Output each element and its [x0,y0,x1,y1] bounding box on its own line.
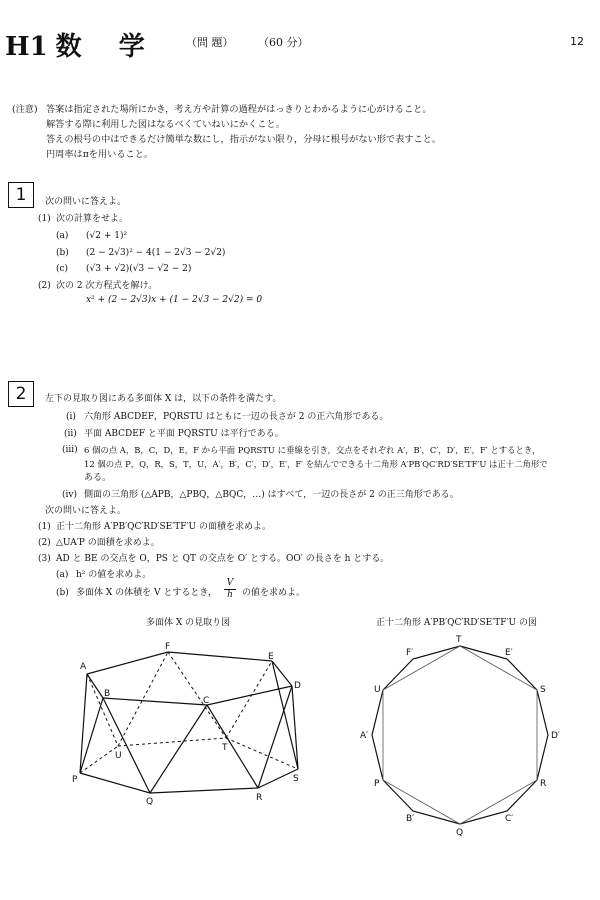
vertex-label-B: B [104,689,111,699]
q2-cond-i-label: (i) [66,412,76,422]
q2-part3-text: AD と BE の交点を O，PS と QT の交点を O′ とする。OO′ の長さを h とする。 [56,554,390,564]
q2-sub-b-fraction [224,578,236,601]
dodecagon-label-P: P [374,779,380,789]
dodecagon-label-S: S [540,685,546,695]
q2-cond-iii-line1: 6 個の点 A，B，C，D，E，F から平面 PQRSTU に垂線を引き，交点をそれぞれ A′，B′，C′，D′，E′，F′ とするとき， [84,445,541,455]
question-1-number: 1 [8,182,34,208]
edge-QR [150,788,258,793]
q1-equation: x² + (2 − 2√3)x + (1 − 2√3 − 2√2) = 0 [86,295,263,305]
vertex-label-C: C [203,696,210,706]
q2-sub-a-label: (a) [56,570,69,580]
q1-item-a-expr: (√2 + 1)² [86,231,128,241]
vertex-label-Q: Q [146,797,154,807]
dodecagon-label-T: T [456,635,462,645]
q2-part1-label: (1) [38,522,51,532]
vertex-label-R: R [256,793,263,803]
q1-item-b-label: (b) [56,248,69,258]
vertex-label-P: P [72,775,78,785]
q2-sub-b-text-post: の値を求めよ。 [242,588,306,598]
q2-cond-iii-line2: 12 個の点 P，Q，R，S，T，U，A′，B′，C′，D′，E′，F′ を結んでできる十二角形 A′PB′QC′RD′SE′TF′U は正十二角形で [84,459,548,469]
note-line-2: 解答する際に利用した図はなるべくていねいにかくこと。 [46,119,285,130]
q1-item-c-label: (c) [56,264,69,274]
q1-intro: 次の問いに答えよ。 [45,197,127,207]
q1-part2-label: (2) [38,281,51,291]
edge-BA [87,674,103,698]
q2-part3-label: (3) [38,554,51,564]
q2-cond-ii-label: (ii) [64,429,77,439]
edge-PB [80,698,103,773]
q2-sub-b-label: (b) [56,588,69,598]
dodecagon-label-B-prime: B′ [406,814,415,824]
vertex-label-D: D [294,681,301,691]
q2-intro: 左下の見取り図にある多面体 X は，以下の条件を満たす。 [45,394,282,404]
dodecagon-label-Q: Q [456,828,464,838]
dodecagon-label-U: U [374,685,381,695]
right-figure-caption: 正十二角形 A′PB′QC′RD′SE′TF′U の図 [376,618,537,628]
dodecagon-label-R: R [540,779,547,789]
dodecagon-label-D-prime: D′ [551,731,560,741]
left-figure-caption: 多面体 X の見取り図 [146,618,231,628]
vertex-label-E: E [268,652,274,662]
dodecagon-label-A-prime: A′ [360,731,369,741]
vertex-label-A: A [80,662,87,672]
note-line-3: 答えの根号の中はできるだけ簡単な数にし，指示がない限り，分母に根号がない形で表すこと。 [46,134,442,145]
polyhedron-sketch [0,630,320,820]
edge-QC [150,705,207,793]
q1-part1-text: 次の計算をせよ。 [56,214,129,224]
q1-item-b-expr: (2 − 2√3)² − 4(1 − 2√3 − 2√2) [86,248,226,258]
exam-subject: 数 学 [55,32,159,62]
edge-CB [103,696,210,706]
hidden-edge-FT [168,652,226,738]
q1-part1-label: (1) [38,214,51,224]
q2-sub-a-text: h² の値を求めよ。 [76,570,152,580]
edge-AF [87,652,168,674]
exam-kind: （問 題） [186,36,234,49]
q2-cond-iv-label: (iv) [62,490,77,500]
exam-code: H1 [5,32,48,62]
q1-item-a-label: (a) [56,231,69,241]
hidden-edge-PU [80,746,118,773]
edge-PQ [80,773,150,793]
dodecagon-label-C-prime: C′ [505,814,514,824]
vertex-label-S: S [293,774,299,784]
dodecagon-label-F-prime: F′ [406,648,414,658]
edge-CR [207,705,258,788]
edge-RD [258,686,292,788]
q2-cond-iii-line3: ある。 [84,473,112,483]
q2-cond-i-text: 六角形 ABCDEF，PQRSTU はともに一辺の長さが 2 の正六角形である。 [84,412,389,422]
q2-cond-iii-label: (iii) [62,445,78,455]
q1-item-c-expr: (√3 + √2)(√3 − √2 − 2) [86,264,192,274]
q2-sub-b-text-pre: 多面体 X の体積を V とするとき， [76,588,217,598]
q2-part2-text: △UA′P の面積を求めよ。 [56,538,160,548]
fraction-denominator: h [227,590,233,600]
q2-ask: 次の問いに答えよ。 [45,506,127,516]
q2-part1-text: 正十二角形 A′PB′QC′RD′SE′TF′U の面積を求めよ。 [56,522,271,532]
vertex-label-T: T [222,743,228,753]
notes-label: (注意) [12,104,38,115]
q1-part2-text: 次の 2 次方程式を解け。 [56,281,158,291]
exam-title [5,26,159,63]
dodecagon-outline [372,646,548,824]
question-2-number: 2 [8,381,34,407]
edge-FE [168,652,272,661]
note-line-4: 円周率はπを用いること。 [46,149,154,160]
edge-AP [80,674,87,773]
page-number: 12 [570,35,584,48]
vertex-label-F: F [165,642,171,652]
hidden-edge-UT [118,738,226,746]
note-line-1: 答案は指定された場所にかき，考え方や計算の過程がはっきりとわかるように心がけること。 [46,104,432,115]
exam-time: （60 分） [263,36,309,49]
inner-hexagon-PQRSTU [383,646,537,824]
q2-part2-label: (2) [38,538,51,548]
vertex-label-U: U [115,751,122,761]
q2-cond-ii-text: 平面 ABCDEF と平面 PQRSTU は平行である。 [84,429,284,439]
fraction-numerator: V [224,578,236,590]
q2-cond-iv-text: 側面の三角形 (△APB，△PBQ，△BQC，…) はすべて，一辺の長さが 2 の正三角形である。 [84,490,459,500]
dodecagon-label-E-prime: E′ [505,648,513,658]
dodecagon-figure [350,630,580,840]
exam-subtitle [186,34,339,50]
